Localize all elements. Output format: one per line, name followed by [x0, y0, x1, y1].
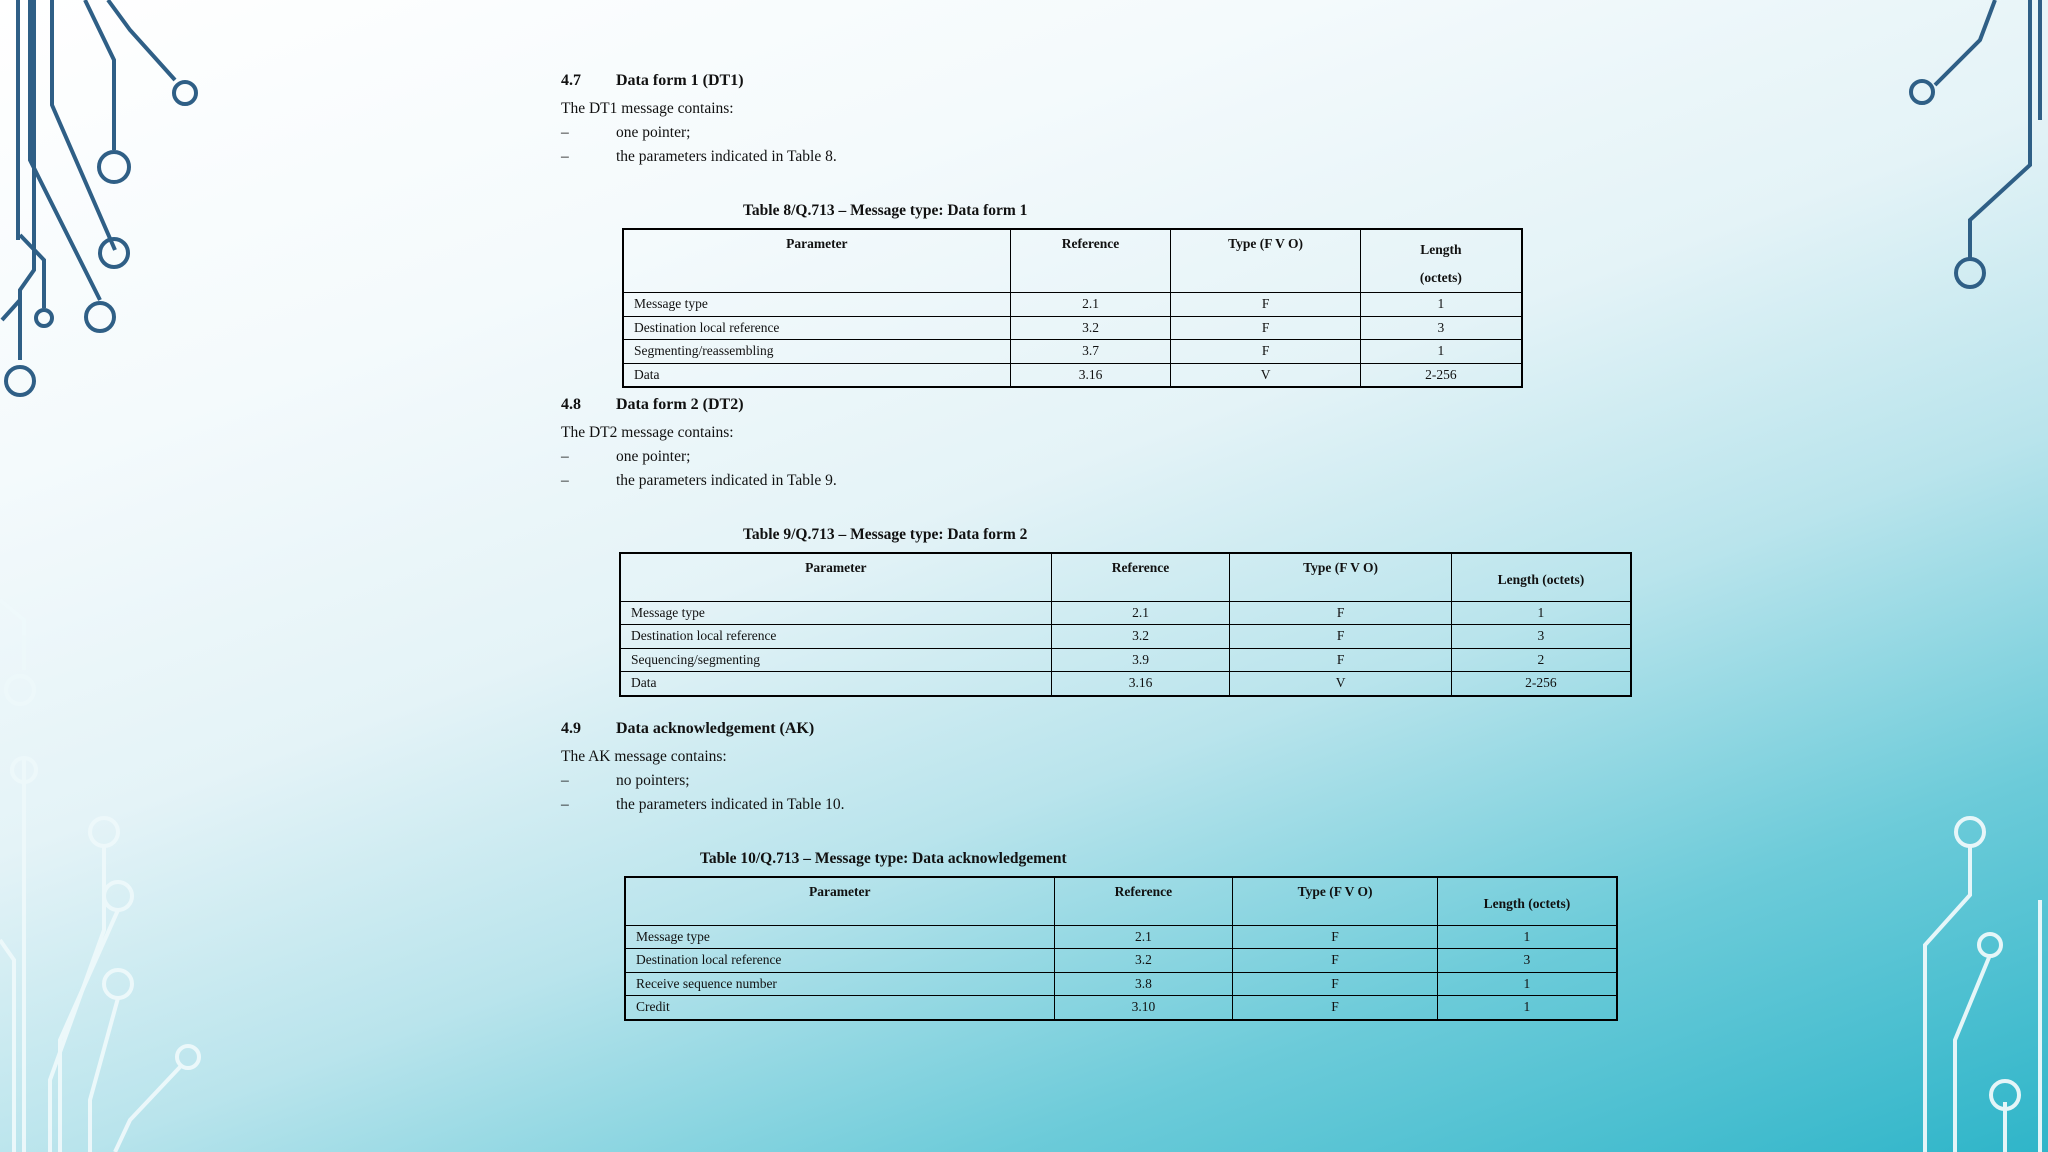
table-header-row	[623, 229, 1522, 293]
header-length-line1: Length	[1420, 242, 1462, 257]
table-header-row	[620, 553, 1631, 601]
cell-reference: 3.8	[1054, 972, 1233, 996]
cell-type: F	[1233, 949, 1438, 973]
column-header-length: Length (octets)	[1437, 877, 1617, 925]
bullet-text: the parameters indicated in Table 10.	[616, 796, 845, 813]
bullet-item	[561, 148, 837, 166]
cell-parameter: Data	[623, 363, 1010, 387]
bullet-dash: –	[561, 772, 569, 789]
bullet-dash: –	[561, 796, 569, 813]
bullet-dash: –	[561, 472, 569, 489]
cell-type: F	[1230, 648, 1451, 672]
section-title: Data form 2 (DT2)	[616, 396, 744, 413]
bullet-text: one pointer;	[616, 124, 691, 141]
table-row	[623, 340, 1522, 364]
bullet-text: one pointer;	[616, 448, 691, 465]
table-row	[625, 996, 1617, 1020]
table-row	[620, 601, 1631, 625]
table-header-row	[625, 877, 1617, 925]
cell-reference: 3.7	[1010, 340, 1171, 364]
parameter-table-10	[624, 876, 1618, 1021]
bullet-dash: –	[561, 148, 569, 165]
column-header-parameter: Parameter	[623, 229, 1010, 293]
cell-parameter: Sequencing/segmenting	[620, 648, 1051, 672]
cell-type: V	[1171, 363, 1360, 387]
cell-parameter: Message type	[625, 925, 1054, 949]
cell-type: F	[1171, 293, 1360, 317]
table-caption: Table 10/Q.713 – Message type: Data acknowledgement	[700, 850, 1067, 867]
table-row	[625, 949, 1617, 973]
section-intro: The DT2 message contains:	[561, 424, 734, 441]
cell-type: F	[1171, 316, 1360, 340]
header-length-line2: (octets)	[1419, 270, 1462, 285]
column-header-reference: Reference	[1051, 553, 1230, 601]
section-number: 4.8	[561, 396, 581, 413]
column-header-parameter: Parameter	[625, 877, 1054, 925]
table-row	[623, 293, 1522, 317]
bullet-item	[561, 124, 690, 142]
bullet-text: the parameters indicated in Table 8.	[616, 148, 837, 165]
cell-length: 1	[1437, 972, 1617, 996]
cell-length: 2	[1451, 648, 1631, 672]
cell-parameter: Message type	[620, 601, 1051, 625]
cell-reference: 2.1	[1054, 925, 1233, 949]
bullet-item	[561, 796, 844, 814]
cell-parameter: Message type	[623, 293, 1010, 317]
table-row	[623, 363, 1522, 387]
cell-reference: 3.9	[1051, 648, 1230, 672]
section-number: 4.9	[561, 720, 581, 737]
cell-parameter: Destination local reference	[625, 949, 1054, 973]
table-row	[623, 316, 1522, 340]
section-title: Data acknowledgement (AK)	[616, 720, 815, 737]
column-header-type: Type (F V O)	[1230, 553, 1451, 601]
cell-length: 1	[1451, 601, 1631, 625]
table-row	[620, 672, 1631, 696]
cell-parameter: Destination local reference	[620, 625, 1051, 649]
cell-type: F	[1171, 340, 1360, 364]
cell-reference: 3.10	[1054, 996, 1233, 1020]
section-title: Data form 1 (DT1)	[616, 72, 744, 89]
column-header-type: Type (F V O)	[1171, 229, 1360, 293]
cell-type: F	[1230, 601, 1451, 625]
cell-parameter: Receive sequence number	[625, 972, 1054, 996]
column-header-length: Length (octets)	[1451, 553, 1631, 601]
cell-type: V	[1230, 672, 1451, 696]
cell-length: 2-256	[1360, 363, 1522, 387]
section-heading-4-8	[561, 396, 744, 414]
column-header-reference: Reference	[1054, 877, 1233, 925]
column-header-length	[1360, 229, 1522, 293]
cell-type: F	[1233, 996, 1438, 1020]
table-row	[625, 972, 1617, 996]
cell-parameter: Credit	[625, 996, 1054, 1020]
bullet-item	[561, 448, 690, 466]
parameter-table-9	[619, 552, 1632, 697]
cell-length: 3	[1360, 316, 1522, 340]
column-header-parameter: Parameter	[620, 553, 1051, 601]
table-caption: Table 8/Q.713 – Message type: Data form 1	[743, 202, 1028, 219]
bullet-text: no pointers;	[616, 772, 690, 789]
bullet-dash: –	[561, 448, 569, 465]
parameter-table-8	[622, 228, 1523, 388]
column-header-type: Type (F V O)	[1233, 877, 1438, 925]
cell-length: 2-256	[1451, 672, 1631, 696]
cell-length: 1	[1437, 925, 1617, 949]
cell-reference: 3.16	[1051, 672, 1230, 696]
bullet-dash: –	[561, 124, 569, 141]
cell-length: 3	[1437, 949, 1617, 973]
section-heading-4-9	[561, 720, 814, 738]
cell-length: 1	[1437, 996, 1617, 1020]
section-intro: The AK message contains:	[561, 748, 727, 765]
cell-length: 1	[1360, 293, 1522, 317]
bullet-text: the parameters indicated in Table 9.	[616, 472, 837, 489]
cell-parameter: Destination local reference	[623, 316, 1010, 340]
column-header-reference: Reference	[1010, 229, 1171, 293]
section-heading-4-7	[561, 72, 744, 90]
section-number: 4.7	[561, 72, 581, 89]
bullet-item	[561, 772, 690, 790]
cell-type: F	[1230, 625, 1451, 649]
cell-reference: 3.2	[1054, 949, 1233, 973]
table-caption: Table 9/Q.713 – Message type: Data form 2	[743, 526, 1028, 543]
table-row	[620, 625, 1631, 649]
section-intro: The DT1 message contains:	[561, 100, 734, 117]
cell-reference: 3.16	[1010, 363, 1171, 387]
cell-reference: 3.2	[1051, 625, 1230, 649]
cell-reference: 2.1	[1010, 293, 1171, 317]
cell-length: 1	[1360, 340, 1522, 364]
cell-type: F	[1233, 925, 1438, 949]
table-row	[620, 648, 1631, 672]
cell-reference: 3.2	[1010, 316, 1171, 340]
cell-parameter: Segmenting/reassembling	[623, 340, 1010, 364]
bullet-item	[561, 472, 837, 490]
cell-length: 3	[1451, 625, 1631, 649]
cell-reference: 2.1	[1051, 601, 1230, 625]
cell-type: F	[1233, 972, 1438, 996]
table-row	[625, 925, 1617, 949]
cell-parameter: Data	[620, 672, 1051, 696]
